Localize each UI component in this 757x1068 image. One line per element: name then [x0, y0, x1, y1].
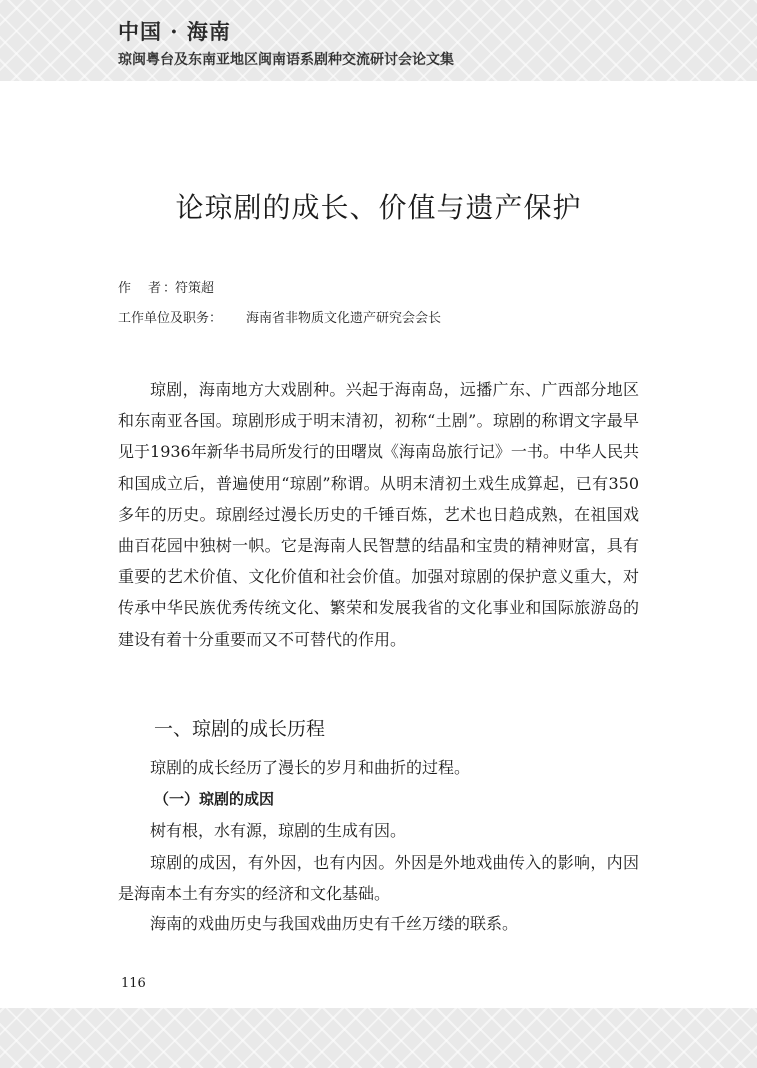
header-brand: 中国 · 海南 [118, 19, 231, 44]
affiliation-value: 海南省非物质文化遗产研究会会长 [246, 311, 442, 326]
running-header [0, 0, 757, 81]
page-number: 116 [121, 976, 146, 991]
author-label: 作 者： [118, 281, 179, 296]
paragraph-history: 海南的戏曲历史与我国戏曲历史有千丝万缕的联系。 [150, 914, 519, 933]
subsection-heading: （一）琼剧的成因 [154, 790, 275, 808]
paragraph-causes: 琼剧的成因，有外因，也有内因。外因是外地戏曲传入的影响，内因是海南本土有夯实的经济和文化基础。 [118, 853, 639, 904]
article-title: 论琼剧的成长、价值与遗产保护 [175, 191, 582, 224]
author-line [118, 279, 214, 299]
footer-band [0, 1008, 757, 1068]
author-name: 符策超 [175, 281, 215, 296]
intro-paragraph: 琼剧，海南地方大戏剧种。兴起于海南岛，远播广东、广西部分地区和东南亚各国。琼剧形成于明末清初，初称“土剧”。琼剧的称谓文字最早见于1936年新华书局所发行的田曙岚《海南岛旅行记》一书。中华人民共和国成立后，普遍使用“琼剧”称谓。从明末清初土戏生成算起，已有350多年的历史。琼剧经过漫长历史的千锤百炼，艺术也日趋成熟，在祖国戏曲百花园中独树一帜。它是海南人民智慧的结晶和宝贵的精神财富，具有重要的艺术价值、文化价值和社会价值。加强对琼剧的保护意义重大，对传承中华民族优秀传统文化、繁荣和发展我省的文化事业和国际旅游岛的建设有着十分重要而又不可替代的作用。 [118, 380, 639, 649]
section-heading: 一、琼剧的成长历程 [154, 718, 326, 740]
paragraph-root: 树有根，水有源，琼剧的生成有因。 [150, 821, 407, 840]
affiliation-line [118, 309, 441, 329]
affiliation-label: 工作单位及职务： [118, 311, 223, 326]
header-subtitle: 琼闽粤台及东南亚地区闽南语系剧种交流研讨会论文集 [118, 52, 454, 68]
section-intro-paragraph: 琼剧的成长经历了漫长的岁月和曲折的过程。 [150, 758, 471, 777]
